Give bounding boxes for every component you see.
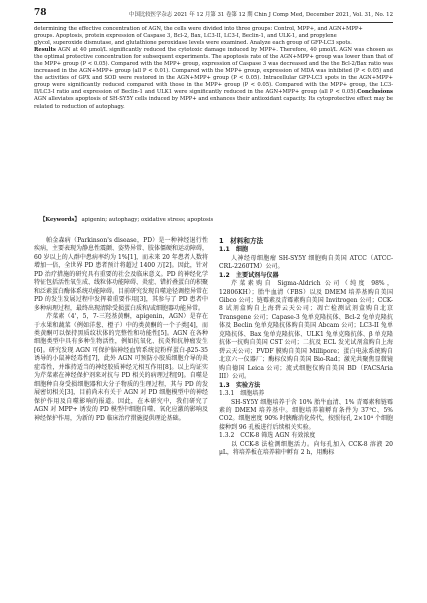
body-column-right (219, 237, 393, 458)
abstract-line: glycol, superoxide dismutase, and glutathione peroxidase levels were examined. Analyze each group of GFP-LC3 spots. (34, 40, 352, 47)
subsection-heading: 1.1 细胞 (219, 246, 249, 253)
results-text: AGN at 40 μmol/L significantly reduced the cytotoxic damage induced by MPP+. Therefore, 40 μmol/L AGN was chosen as the optimal protective concentration for subsequent experiments. The apoptosis rate of the AGN+MPP+ group was lower than that of the MPP+ group (P < 0.05). Compared with the MPP+ group, expression of Caspase 3 was decreased and the the Bcl-2/Bax ratio was increased in the AGN+MPP+ group (all P < 0.01). Compared with the MPP+ group, expression of MDA was inhibited (P < 0.05) and the activities of GPX and SOD were restored in the AGN+MPP+ group (P < 0.05). Intracellular GFP-LC3 spots in the AGN+MPP+ group were significantly reduced compared with those in the MPP+ group (P < 0.05). Compared with the MPP+ group, the LC3-II/LC3-I ratio and expression of Beclin-1 and ULK1 were significantly reduced in the AGN+MPP+ group (all P < 0.05). (34, 47, 393, 96)
body-column-left (34, 237, 208, 423)
intro-paragraph: 芹菜素（4'，5，7-三羟基黄酮，apigenin，AGN）是存在于水果和蔬菜（例如洋葱、橙子）中的类黄酮的一个子类[4]，而类黄酮可以保持黑质纹状体的完整性和功能性[5]。AGN 在各种细胞类型中具有多种生物活性，例如抗氧化、抗炎和抗肿瘤发生[6]。研究发现 AGN 可保护脑神经血管系统淀粉样蛋白-β25-35诱导的小鼠神经毒性[7]，此外 AGN 可预防小胶质细胞介导的炎症毒性，并维持适当的神经胶质神经元相互作用[8]。以上均证实为芹菜素在神经保护剂来对抗与 PD 相关的病理过程[9]。自噬是细胞种自身受损细胞器和大分子物质的生理过程，其与 PD 的发展密切相关[3]，目前尚未有关于 AGN 对 PD 细胞模型中的神经保护作用及自噬影响的报道。因此，在本研究中，我们研究了 AGN 对 MPP+ 诱发的 PD 模型中细胞自噬、氧化应激的影响及神经保护作用，为新的 PD 临床治疗措施提供理论基础。 (34, 313, 208, 422)
body-paragraph: 以 CCK-8 法检测细胞活力。向每孔加入 CCK-8 溶液 20 μL，将培养板在培养箱中孵育 2 h，用酶标 (219, 440, 393, 457)
page-number: 78 (34, 8, 47, 18)
keywords-line (40, 217, 393, 224)
conclusions-text: AGN alleviates apoptosis of SH-SY5Y cells induced by MPP+ and enhances their antioxidant capacity. Its cytoprotective effect may be related to reduction of autophagy. (34, 96, 393, 110)
abstract-results (34, 47, 393, 110)
keywords-text: apigenin; autophagy; oxidative stress; apoptosis (81, 217, 214, 223)
body-paragraph: SH-SY5Y 细胞培养于含 10% 胎牛血清、1% 青霉素和链霉素的 DMEM 培养基中。细胞培养箱孵育条件为 37℃、5% CO2。细胞密度 90% 时胰酶消化传代，按照每孔 2×10⁴ 个细胞接种到 96 孔板进行后续相关实验。 (219, 398, 393, 431)
abstract-line: groups. Apoptosis, protein expression of Caspase 3, Bcl-2, Bax, LC3-II, LC3-I, Beclin-1, and ULK-1, and propylene (34, 33, 337, 40)
intro-paragraph: 帕金森病（Parkinson's disease，PD）是一种神经退行性疾病，主要表现为静息性震颤、姿势异常、肢体僵硬和运动障碍，60 岁以上的人群中患病率约为 1%[1]，而未来 20 年患者人数将增加一倍，全世界 PD 患者预计将超过 1400 万[2]。因此，针对 PD 治疗措施的研究具有重要的社会及临床意义。PD 的神经化学特征包括活性氧生成、线粒体功能障碍、炎症、错折叠蛋白的积聚和泛素蛋白酶体系统功能障碍。目前研究发现自噬途径调控异常在 PD 的发生发展过程中发挥着重要作用[3]，其参与了 PD 患者中多种病理过程，最终出现清除受损蛋白质和/或细胞器功能异常。 (34, 237, 209, 312)
sub-subsection-heading: 1.3.2 CCK-8 筛选 AGN 有效浓度 (219, 432, 316, 440)
abstract-line: determining the effective concentration of AGN, the cells were divided into three groups: Control, MPP+, and AGN+MPP+ (34, 26, 363, 32)
conclusions-label: Conclusions (357, 89, 393, 96)
body-paragraph: 人神经母细胞瘤 SH-SY5Y 细胞购自美国 ATCC（ATCC-CRL-2260TM）公司。 (219, 254, 393, 271)
subsection-heading: 1.2 主要试剂与仪器 (219, 271, 279, 279)
results-label: Results (34, 47, 56, 54)
body-paragraph: 芹菜素购自 Sigma-Aldrich 公司（纯度 98%，12806KH）；胎牛血清（FBS）以及 DMEM 培养基购自美国 Gibco 公司；链霉素及青霉素购自美国 Invitrogen 公司；CCK-8 试剂盒购自上海碧云天公司；凋亡检测试剂盒购自北京 Transgene 公司；Capase-3 兔单克隆抗体、Bcl-2 兔单克隆抗体及 Beclin 兔单克隆抗体购自美国 Abcam 公司；LC3-II 兔单克隆抗体、Bax 兔单克隆抗体、ULK1 兔单克隆抗体、β 单克隆抗体一抗购自美国 CST 公司；二抗及 ECL 发光试剂盒购自上海碧云天公司；PVDF 膜购自美国 Millipore；蛋白电泳系统购自北京六一仪器厂；酶标仪购自美国 Bio-Rad；激光共聚焦显微镜购自德国 Leica 公司；流式细胞仪购自美国 BD（FACSAria III）公司。 (219, 280, 393, 381)
section-heading: 1 材料和方法 (219, 237, 264, 245)
subsection-heading: 1.3 实验方法 (219, 381, 261, 389)
sub-subsection-heading: 1.3.1 细胞培养 (219, 390, 265, 398)
english-abstract (34, 26, 393, 111)
running-header (34, 8, 393, 23)
keywords-label: 【Keywords】 (40, 217, 80, 223)
journal-citation-line: 中国比较医学杂志 2021 年 12 月第 31 卷第 12 期 Chin J Comp Med, December 2021, Vol. 31, No. 12 (129, 12, 393, 18)
